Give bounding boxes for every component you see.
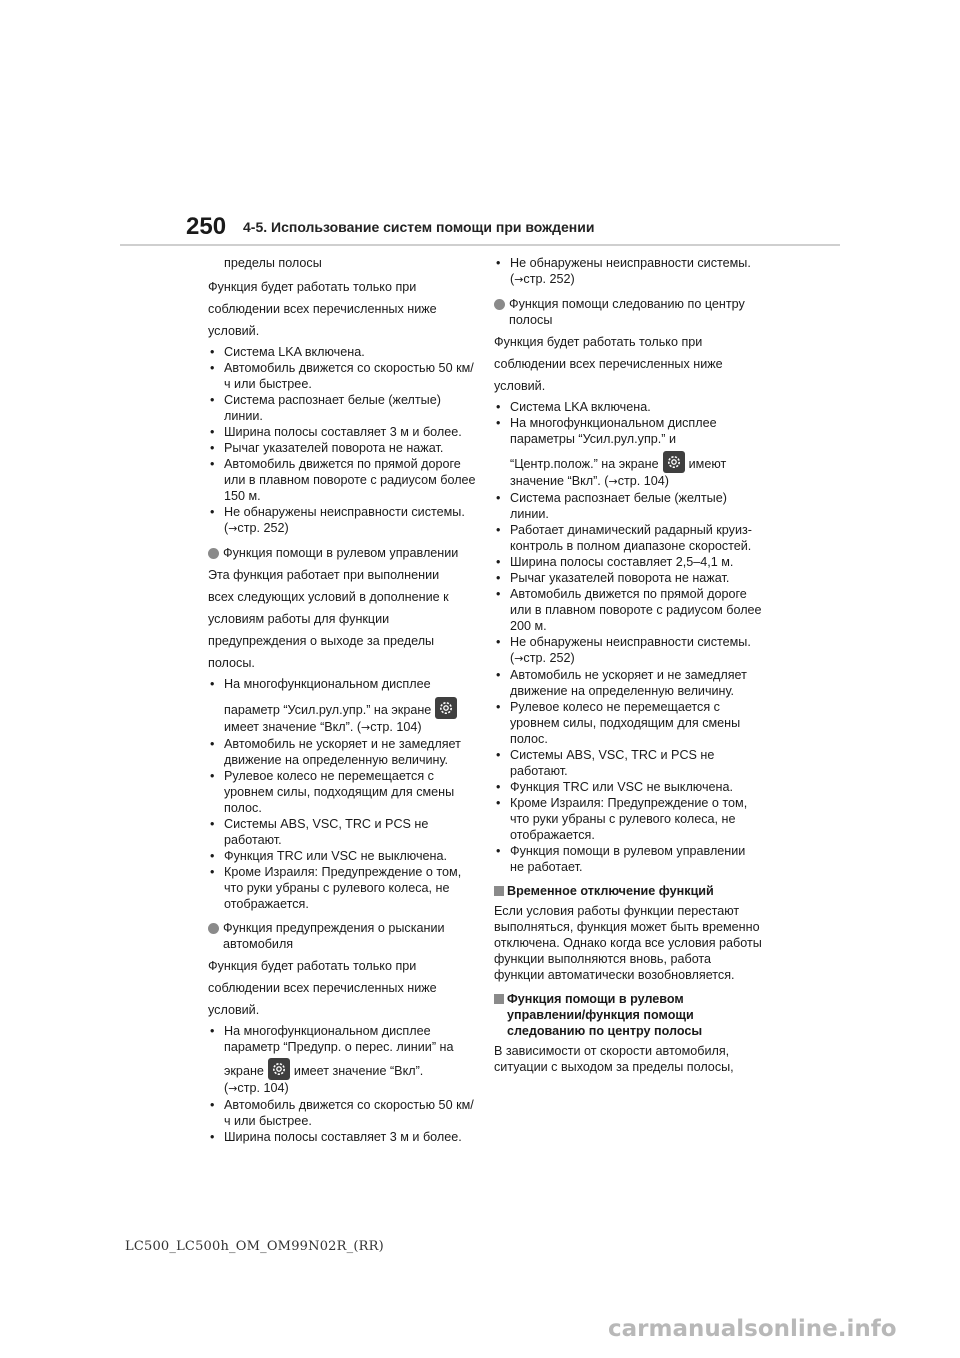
list-item: • Функция TRC или VSC не выключена. (494, 779, 762, 795)
paragraph-line: Функция будет работать только при (208, 959, 417, 974)
page-reference[interactable] (514, 272, 575, 286)
list-item: • Автомобиль движется со скоростью 50 км/ч или быстрее. (208, 1097, 476, 1129)
list-item: • Автомобиль движется со скоростью 50 км/ч или быстрее. (208, 360, 476, 392)
paragraph-line: полосы. (208, 656, 255, 670)
paragraph-line: условиям работы для функции (208, 612, 390, 626)
list-item: • Ширина полосы составляет 3 м и более. (208, 424, 476, 440)
conditions-list (208, 676, 476, 912)
item-text: Не обнаружены неисправности системы. ( (510, 635, 751, 666)
paragraph-line: предупреждения о выходе за пределы (208, 634, 435, 648)
item-text: • На многофункциональном дисплее (224, 677, 431, 691)
section-heading (494, 883, 762, 899)
item-text: значение “Вкл”. ( (510, 474, 609, 489)
arrow-icon: → (228, 522, 238, 535)
list-item: • Автомобиль не ускоряет и не замедляет движение на определенную величину. (208, 736, 476, 768)
paragraph-line: соблюдении всех перечисленных ниже (208, 981, 437, 996)
conditions-list (208, 1023, 476, 1145)
square-bullet-icon (494, 886, 504, 896)
list-item (494, 634, 762, 667)
reference-text: стр. 252) (237, 521, 289, 535)
paragraph-line: Функция будет работать только при (208, 280, 417, 294)
circle-bullet-icon (208, 923, 219, 934)
paragraph-line: условий. (208, 324, 260, 338)
item-text: Не обнаружены неисправности системы. ( (510, 256, 751, 286)
paragraph-line: условий. (208, 1003, 260, 1018)
item-text: имеет значение “Вкл”. (293, 1064, 424, 1079)
list-item (208, 1023, 476, 1097)
page-reference[interactable]: (→стр. 104) (224, 1081, 289, 1096)
subheading (208, 920, 476, 952)
item-text: имеет значение “Вкл”. ( (224, 720, 362, 735)
list-item (208, 504, 476, 537)
subheading-text: Функция помощи в рулевом управлении (223, 546, 459, 560)
list-item: • Рычаг указателей поворота не нажат. (208, 440, 476, 456)
reference-text: стр. 104) (370, 720, 422, 735)
page-reference[interactable] (361, 720, 422, 734)
page-reference[interactable] (228, 521, 289, 535)
paragraph: Если условия работы функции перестают выполняться, функция может быть временно отключена. Однако когда все условия работы функции выполняются вновь, работа функции автоматически возобновляется. (494, 904, 762, 983)
item-line (510, 456, 762, 473)
conditions-list (208, 344, 476, 537)
watermark: carmanualsonline.info (608, 1316, 897, 1342)
left-column (208, 255, 476, 1151)
list-item: • Кроме Израиля: Предупреждение о том, что руки убраны с рулевого колеса, не отображается. (494, 795, 762, 843)
list-item: • Система распознает белые (желтые) линии. (494, 490, 762, 522)
reference-text: стр. 252) (523, 272, 575, 286)
document-code-footer: LC500_LC500h_OM_OM99N02R_(RR) (125, 1239, 384, 1254)
list-item: • Функция TRC или VSC не выключена. (208, 848, 476, 864)
item-text: • На многофункциональном дисплее параметр “Предупр. о перес. линии” на (224, 1024, 454, 1055)
list-item: • Ширина полосы составляет 2,5–4,1 м. (494, 554, 762, 570)
list-item: • Автомобиль не ускоряет и не замедляет движение на определенную величину. (494, 667, 762, 699)
conditions-list (494, 399, 762, 875)
page-reference[interactable] (609, 474, 670, 488)
right-column (494, 255, 762, 1075)
paragraph: В зависимости от скорости автомобиля, ситуации с выходом за пределы полосы, (494, 1044, 734, 1075)
reference-text: стр. 104) (617, 474, 669, 489)
item-text: • На многофункциональном дисплее параметры “Усил.рул.упр.” и (510, 416, 717, 446)
list-item: • Автомобиль движется по прямой дороге или в плавном повороте с радиусом более 150 м. (208, 456, 476, 504)
item-text: имеют (688, 457, 727, 471)
gear-icon (663, 451, 685, 473)
paragraph-line: Эта функция работает при выполнении (208, 568, 440, 582)
list-item (208, 676, 476, 736)
list-item: • Рычаг указателей поворота не нажат. (494, 570, 762, 586)
page-number: 250 (186, 213, 227, 240)
list-item: • Ширина полосы составляет 3 м и более. (208, 1129, 476, 1145)
conditions-list (494, 255, 762, 288)
list-item: • Функция помощи в рулевом управлении не работает. (494, 843, 762, 875)
reference-text: стр. 104) (237, 1081, 289, 1096)
list-item: • Работает динамический радарный круиз-контроль в полном диапазоне скоростей. (494, 522, 762, 554)
gear-icon (435, 697, 457, 719)
list-item: • Система LKA включена. (208, 344, 476, 360)
circle-bullet-icon (208, 548, 219, 559)
list-item: • Рулевое колесо не перемещается с уровнем силы, подходящим для смены полос. (494, 699, 762, 747)
item-text: экране (224, 1064, 264, 1079)
gear-icon (268, 1058, 290, 1080)
arrow-icon: → (514, 273, 524, 286)
header-divider (120, 244, 840, 246)
paragraph-line: Функция будет работать только при (494, 335, 703, 349)
subheading (208, 545, 476, 561)
square-bullet-icon (494, 994, 504, 1004)
list-item: • Автомобиль движется по прямой дороге или в плавном повороте с радиусом более 200 м. (494, 586, 762, 634)
list-item: • Система распознает белые (желтые) линии. (208, 392, 476, 424)
item-line (224, 1080, 476, 1097)
arrow-icon: → (228, 1082, 238, 1096)
arrow-icon: → (361, 721, 371, 735)
section-heading (494, 991, 762, 1039)
item-line (224, 702, 476, 719)
item-text: параметр “Усил.рул.упр.” на экране (224, 703, 432, 717)
list-item: • Рулевое колесо не перемещается с уровнем силы, подходящим для смены полос. (208, 768, 476, 816)
paragraph-line: соблюдении всех перечисленных ниже (208, 302, 437, 316)
section-heading-text: Временное отключение функций (507, 884, 714, 899)
item-line (224, 719, 476, 736)
circle-bullet-icon (494, 299, 505, 310)
continued-text: пределы полосы (224, 256, 322, 270)
section-heading-text: Функция помощи в рулевом управлении/функция помощи следованию по центру полосы (507, 992, 703, 1039)
arrow-icon: → (514, 652, 524, 666)
list-item: • Кроме Израиля: Предупреждение о том, что руки убраны с рулевого колеса, не отображается. (208, 864, 476, 912)
item-line (510, 473, 762, 490)
list-item (494, 415, 762, 490)
reference-text: стр. 252) (523, 651, 575, 666)
list-item: • Система LKA включена. (494, 399, 762, 415)
section-title: 4-5. Использование систем помощи при вождении (243, 219, 595, 235)
item-text: Не обнаружены неисправности системы. ( (224, 505, 465, 535)
subheading-text: Функция помощи следованию по центру полосы (509, 297, 745, 327)
list-item: • Системы ABS, VSC, TRC и PCS не работают. (494, 747, 762, 779)
subheading-text: Функция предупреждения о рыскании автомобиля (223, 921, 445, 952)
paragraph-line: соблюдении всех перечисленных ниже (494, 357, 723, 371)
subheading (494, 296, 762, 328)
page-reference[interactable] (514, 651, 575, 665)
list-item (494, 255, 762, 288)
item-line (224, 1063, 476, 1080)
paragraph-line: условий. (494, 379, 546, 393)
arrow-icon: → (608, 475, 618, 489)
item-text: “Центр.полож.” на экране (510, 457, 659, 471)
list-item: • Системы ABS, VSC, TRC и PCS не работают. (208, 816, 476, 848)
paragraph-line: всех следующих условий в дополнение к (208, 590, 449, 604)
